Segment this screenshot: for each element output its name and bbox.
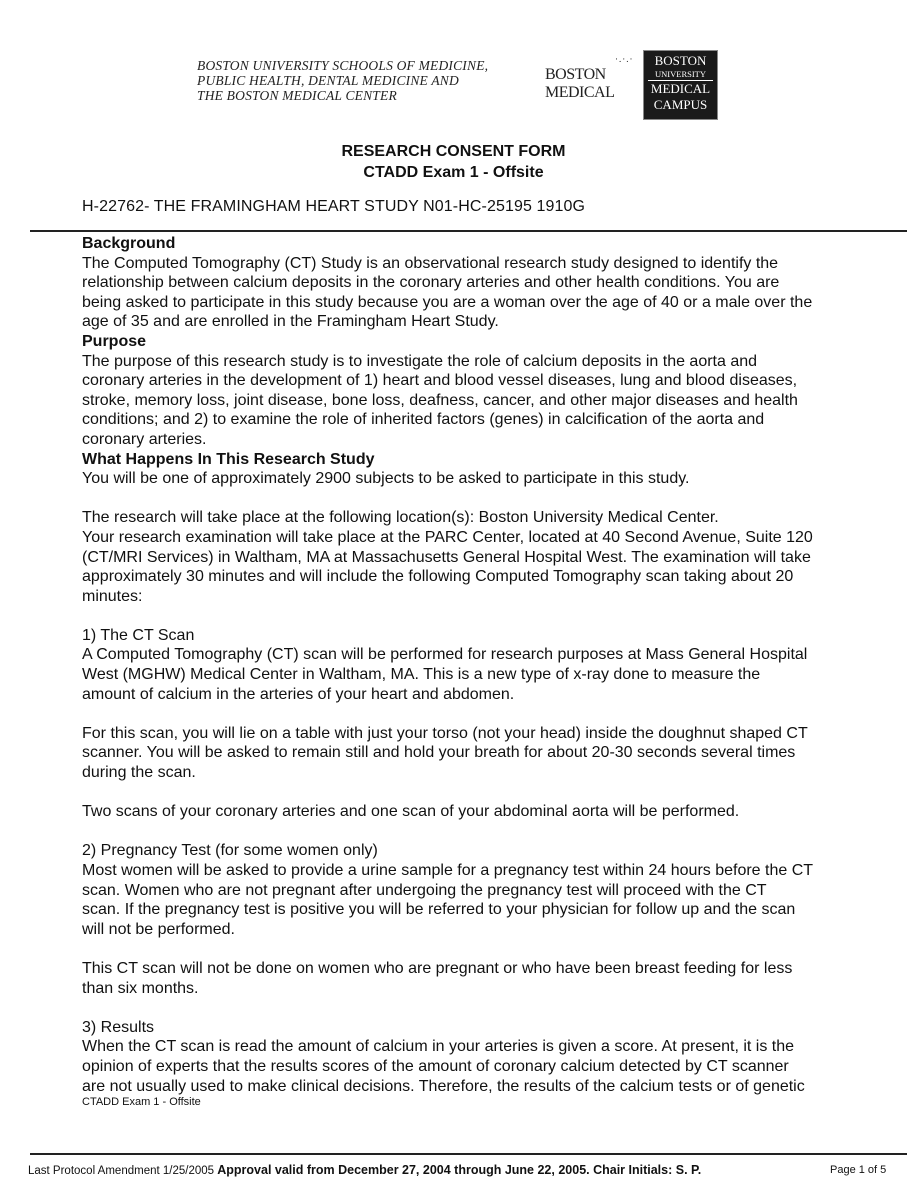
body-text-line: during the scan. [82,764,196,782]
study-identifier: H-22762- THE FRAMINGHAM HEART STUDY N01-HC-25195 1910G [82,198,586,215]
footer-approval [28,1163,701,1177]
body-text-line: 2) Pregnancy Test (for some women only) [82,842,378,860]
page-number: Page 1 of 5 [830,1164,887,1176]
body-text-line [82,822,882,842]
form-subtitle: CTADD Exam 1 - Offsite [363,164,544,181]
footer-divider [30,1153,907,1155]
body-text-line: When the CT scan is read the amount of calcium in your arteries is given a score. At present, it is the [82,1038,795,1056]
footer-form-name: CTADD Exam 1 - Offsite [82,1096,201,1108]
section-heading: Background [82,235,176,252]
body-text-line: A Computed Tomography (CT) scan will be performed for research purposes at Mass General Hospital [82,646,808,664]
body-text-line: This CT scan will not be done on women who are pregnant or who have been breast feeding for less [82,959,793,977]
institution-header [197,58,488,103]
body-text-line: 3) Results [82,1018,155,1036]
body-text-line [82,998,882,1018]
body-text-line: Two scans of your coronary arteries and one scan of your abdominal aorta will be performed. [82,803,740,821]
body-text-line: are not usually used to make clinical decisions. Therefore, the results of the calcium tests or of genetic [82,1077,805,1095]
institution-line: BOSTON UNIVERSITY SCHOOLS OF MEDICINE, [197,58,489,73]
body-text-line: amount of calcium in the arteries of your heart and abdomen. [82,685,515,703]
body-text-line: The purpose of this research study is to investigate the role of calcium deposits in the aorta and [82,352,758,370]
logo-text: BOSTON [654,53,707,68]
body-text-line: minutes: [82,587,143,605]
institution-line: PUBLIC HEALTH, DENTAL MEDICINE AND [197,73,459,88]
body-text-line: The Computed Tomography (CT) Study is an observational research study designed to identify the [82,254,779,272]
body-text-line: Your research examination will take place at the PARC Center, located at 40 Second Avenue, Suite 120 [82,528,813,546]
logo-text: UNIVERSITY [648,69,713,81]
body-text-line: than six months. [82,979,199,997]
body-text-line: scanner. You will be asked to remain still and hold your breath for about 20-30 seconds several times [82,744,796,762]
body-text-line: conditions; and 2) to examine the role of inherited factors (genes) in calcification of the aorta and [82,411,765,429]
body-text-line: opinion of experts that the results scores of the amount of coronary calcium detected by CT scanner [82,1057,789,1075]
body-text-line: scan. If the pregnancy test is positive you will be referred to your physician for follow up and the scan [82,901,796,919]
body-text-line: age of 35 and are enrolled in the Framingham Heart Study. [82,313,499,331]
body-text-line: West (MGHW) Medical Center in Waltham, MA. This is a new type of x-ray done to measure the [82,666,761,684]
body-text-line: relationship between calcium deposits in the coronary arteries and other health conditions. You are [82,274,780,292]
body-text-line: being asked to participate in this study because you are a woman over the age of 40 or a male over the [82,293,813,311]
body-text-line [82,783,882,803]
body-text-line: approximately 30 minutes and will include the following Computed Tomography scan taking about 20 [82,568,794,586]
body-text-line: The research will take place at the following location(s): Boston University Medical Center. [82,509,719,527]
consent-body [82,234,882,1096]
body-text-line [82,606,882,626]
body-text-line: scan. Women who are not pregnant after undergoing the pregnancy test will proceed with the CT [82,881,767,899]
logo-dots-icon: ·.·.· [615,54,634,64]
logo-text: BOSTON [545,66,606,83]
approval-text: Approval valid from December 27, 2004 through June 22, 2005. Chair Initials: S. P. [217,1163,702,1177]
body-text-line: 1) The CT Scan [82,626,195,644]
logo-text: MEDICAL [650,81,711,96]
boston-medical-logo [545,54,634,102]
body-text-line [82,939,882,959]
logo-text: CAMPUS [653,97,708,112]
body-text-line [82,489,882,509]
section-heading: Purpose [82,332,147,350]
form-title: RESEARCH CONSENT FORM [341,143,566,160]
body-text-line [82,704,882,724]
body-text-line: will not be performed. [82,920,235,938]
body-text-line: For this scan, you will lie on a table with just your torso (not your head) inside the doughnut shaped CT [82,724,808,742]
body-text-line: coronary arteries in the development of 1) heart and blood vessel diseases, lung and blood diseases, [82,372,798,390]
body-text-line: stroke, memory loss, joint disease, bone loss, deafness, cancer, and other major diseases and health [82,391,798,409]
body-text-line: Most women will be asked to provide a urine sample for a pregnancy test within 24 hours before the CT [82,862,814,879]
logo-text: MEDICAL [545,84,615,101]
amendment-date: Last Protocol Amendment 1/25/2005 [28,1165,215,1177]
body-text-line: (CT/MRI Services) in Waltham, MA at Massachusetts General Hospital West. The examination will take [82,548,811,566]
institution-line: THE BOSTON MEDICAL CENTER [197,88,397,103]
header-divider [30,230,907,232]
section-heading: What Happens In This Research Study [82,450,375,468]
body-text-line: You will be one of approximately 2900 subjects to be asked to participate in this study. [82,470,690,488]
bu-medical-campus-logo [643,50,718,120]
body-text-line: coronary arteries. [82,430,207,448]
